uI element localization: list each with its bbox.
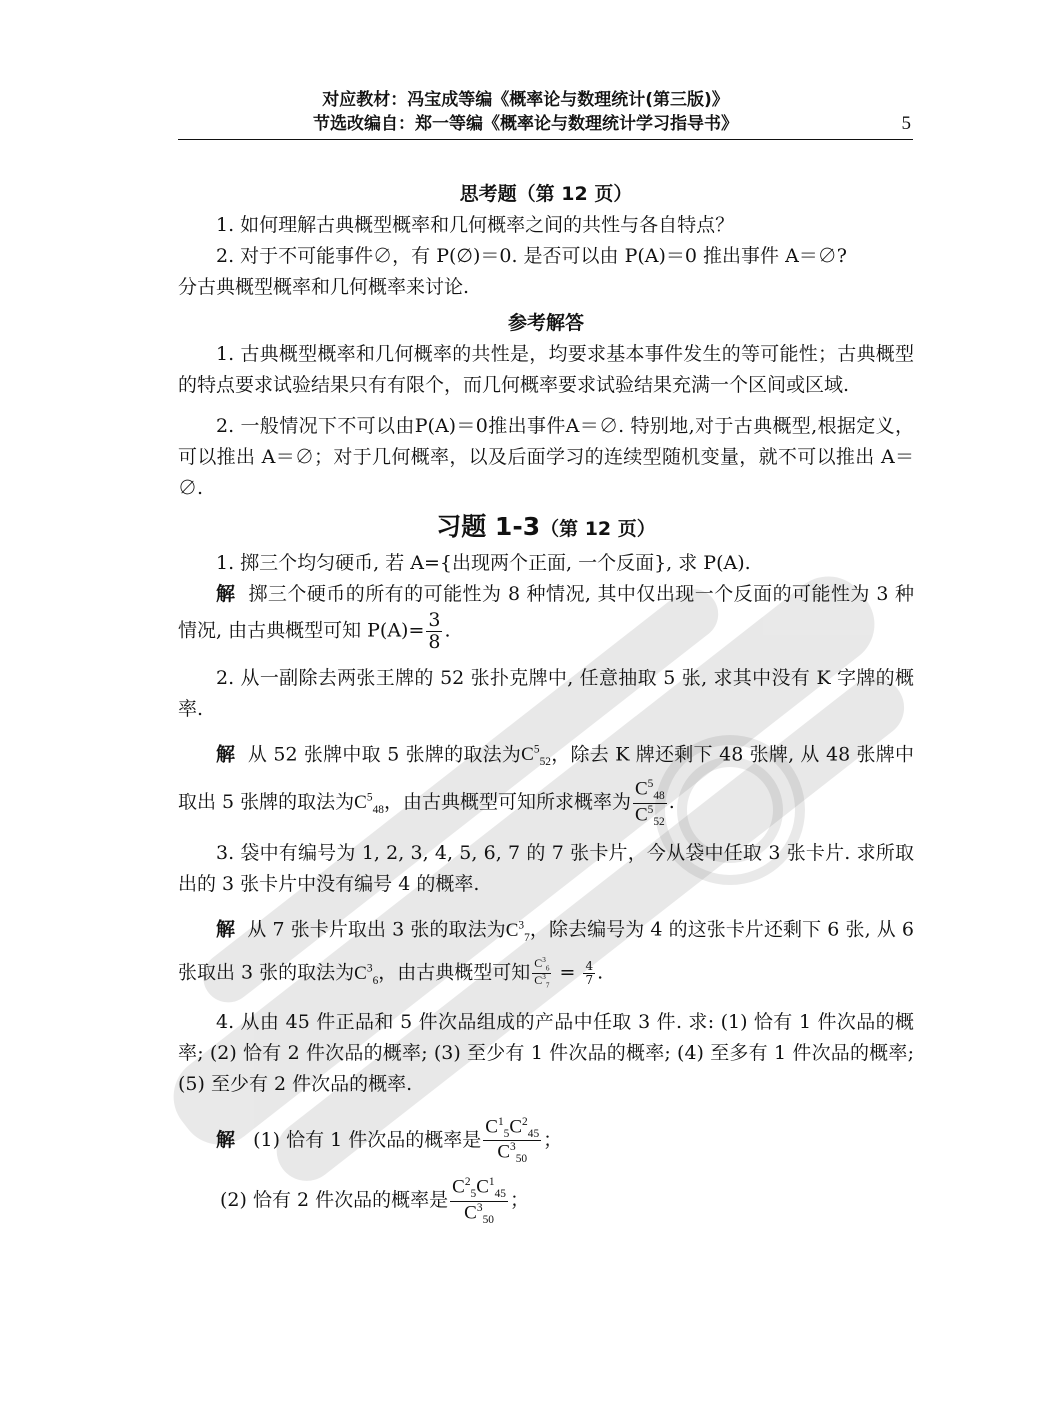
exercises-title bbox=[178, 508, 914, 548]
exercises-title-sub: （第 12 页） bbox=[540, 518, 656, 540]
page-header bbox=[178, 88, 913, 136]
header-textbook-line: 对应教材：冯宝成等编《概率论与数理统计(第三版)》 bbox=[322, 90, 729, 110]
exercise-3-solution-part1: 从 7 张卡片取出 3 张的取法为 bbox=[247, 918, 506, 941]
exercise-4-part1-text: (1) 恰有 1 件次品的概率是 bbox=[253, 1128, 482, 1151]
exercise-1-solution-text: 掷三个硬币的所有的可能性为 8 种情况, 其中仅出现一个反面的可能性为 3 种情况, 由古典概型可知 P(A)= bbox=[178, 583, 914, 642]
exercise-1-fraction bbox=[426, 610, 442, 653]
fraction-numerator: 3 bbox=[428, 609, 441, 631]
period: . bbox=[597, 961, 604, 984]
exercise-3-ratio: $\frac{C^3_6}{C^3_7}$ bbox=[534, 955, 550, 990]
exercise-2-solution-part2: ，除去 K 牌还剩下 48 张牌, 从 48 张牌中取出 5 张牌的取法为 bbox=[178, 743, 914, 814]
exercise-3-solution: 解 从 7 张卡片取出 3 张的取法为$C^3_7$，除去编号为 4 的这张卡片还剩下 6 张, 从 6 张取出 3 张的取法为$C^3_6$，由古典概型可知 $\frac{C^3_6}{C^3_7}$ = $\frac{4}{7}$ . bbox=[178, 918, 914, 990]
exercise-4-fraction-2: $\frac{C^2_5C^1_{45}}{C^3_{50}}$ bbox=[452, 1175, 506, 1226]
answer-1: 1. 古典概型概率和几何概率的共性是，均要求基本事件发生的等可能性；古典概型的特点要求试验结果只有有限个，而几何概率要求试验结果充满一个区间或区域. bbox=[178, 343, 914, 396]
answers-title: 参考解答 bbox=[507, 312, 584, 334]
exercise-2-question: 2. 从一副除去两张王牌的 52 张扑克牌中, 任意抽取 5 张, 求其中没有 K 字牌的概率. bbox=[178, 666, 914, 720]
exercise-4-fraction-1: $\frac{C^1_5C^2_{45}}{C^3_{50}}$ bbox=[485, 1115, 540, 1166]
solution-label: 解 bbox=[216, 918, 236, 941]
exercises-title-main: 习题 1-3 bbox=[436, 512, 541, 541]
comb-7-3: $C^3_7$ bbox=[505, 919, 530, 944]
period: . bbox=[444, 619, 451, 642]
exercise-4-solution-2 bbox=[178, 1176, 914, 1226]
answer-2: 2. 一般情况下不可以由P(A)＝0推出事件A＝∅. 特别地,对于古典概型,根据定义，可以推出 A＝∅；对于几何概率，以及后面学习的连续型随机变量，就不可以推出 A＝∅. bbox=[178, 415, 914, 499]
exercise-4-question: 4. 从由 45 件正品和 5 件次品组成的产品中任取 3 件. 求: (1) 恰有 1 件次品的概率; (2) 恰有 2 件次品的概率; (3) 至少有 1 件次品的概率; (4) 至多有 1 件次品的概率; (5) 至少有 2 件次品的概率. bbox=[178, 1010, 914, 1095]
exercise-3-question: 3. 袋中有编号为 1, 2, 3, 4, 5, 6, 7 的 7 张卡片，今从袋中任取 3 张卡片. 求所取出的 3 张卡片中没有编号 4 的概率. bbox=[178, 842, 914, 896]
thinking-q2-part1: 2. 对于不可能事件∅，有 bbox=[216, 245, 437, 267]
comb-6-3: $C^3_6$ bbox=[354, 962, 379, 987]
page-number: 5 bbox=[901, 113, 911, 134]
semicolon: ； bbox=[543, 1128, 563, 1151]
header-source-text: 节选改编自：郑一等编《概率论与数理统计学习指导书》 bbox=[313, 114, 738, 134]
result-denominator: 7 bbox=[585, 973, 594, 988]
thinking-title: 思考题（第 12 页） bbox=[459, 183, 633, 205]
solution-label: 解 bbox=[216, 1128, 236, 1151]
exercise-3-solution-part3: ，由古典概型可知 bbox=[378, 961, 531, 984]
header-divider bbox=[178, 139, 913, 140]
result-numerator: 4 bbox=[585, 959, 594, 974]
exercise-1-question: 1. 掷三个均匀硬币, 若 A={出现两个正面, 一个反面}, 求 P(A). bbox=[216, 552, 751, 574]
thinking-q1: 1. 如何理解古典概型概率和几何概率之间的共性与各自特点？ bbox=[216, 214, 735, 236]
thinking-q2-cont: 分古典概型概率和几何概率来讨论. bbox=[178, 276, 470, 298]
fraction-denominator: 8 bbox=[428, 630, 441, 653]
exercise-2-fraction: $\frac{C^5_{48}}{C^5_{52}}$ bbox=[634, 777, 665, 828]
exercise-2-solution bbox=[178, 735, 914, 828]
exercise-3-solution-part2: ，除去编号为 4 的这张卡片还剩下 6 张, 从 6 张取出 3 张的取法为 bbox=[178, 918, 914, 984]
exercise-3-result bbox=[583, 960, 595, 987]
comb-48-5: $C^5_{48}$ bbox=[354, 791, 384, 816]
solution-label: 解 bbox=[216, 743, 236, 766]
period: . bbox=[668, 791, 675, 814]
exercise-2-solution-part1: 从 52 张牌中取 5 张牌的取法为 bbox=[247, 743, 522, 766]
thinking-q2-part2: P(∅)＝0. 是否可以由 P(A)＝0 推出事件 A＝∅? bbox=[436, 245, 847, 267]
exercise-2-solution-part3: ，由古典概型可知所求概率为 bbox=[383, 791, 631, 814]
exercise-1-solution bbox=[178, 579, 914, 653]
exercise-4-part2-text: (2) 恰有 2 件次品的概率是 bbox=[220, 1189, 449, 1212]
header-source-line bbox=[178, 112, 913, 136]
thinking-q2 bbox=[178, 241, 914, 272]
page-content bbox=[178, 178, 914, 1226]
solution-label: 解 bbox=[216, 583, 236, 605]
comb-52-5: $C^5_{52}$ bbox=[521, 743, 551, 768]
semicolon: ； bbox=[510, 1189, 530, 1212]
exercise-4-solution-1 bbox=[178, 1116, 914, 1166]
